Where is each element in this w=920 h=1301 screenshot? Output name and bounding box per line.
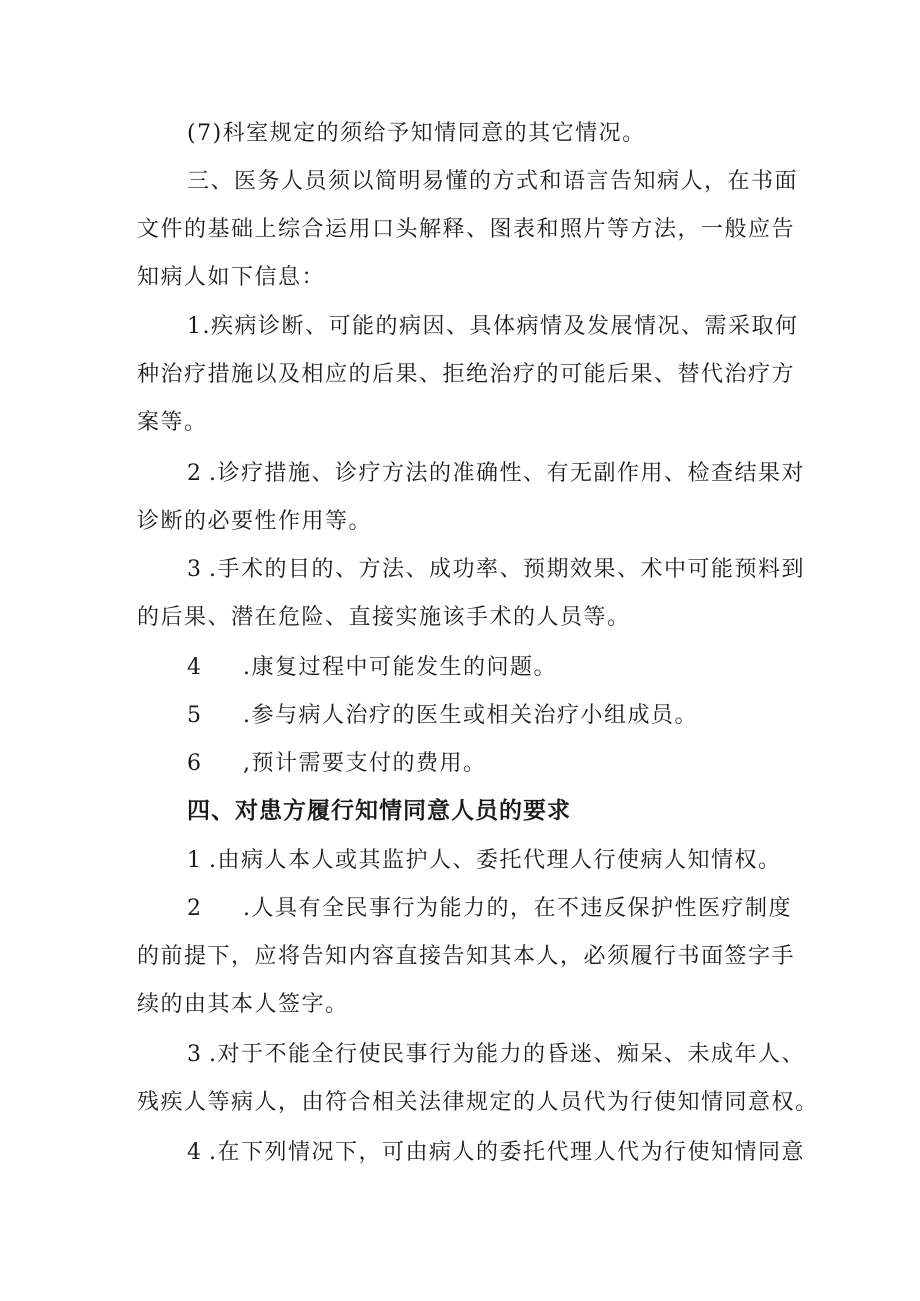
paragraph-line: [137, 990, 349, 1020]
list-number: 2: [187, 896, 203, 921]
paragraph-line: [137, 263, 325, 293]
paragraph-line: [137, 507, 372, 537]
paragraph-line: [137, 215, 795, 245]
list-item-line: [187, 894, 792, 924]
list-number: 5: [187, 703, 203, 728]
line-text: .参与病人治疗的医生或相关治疗小组成员。: [243, 703, 698, 728]
line-text: .由病人本人或其监护人、委托代理人行使病人知情权。: [209, 848, 782, 873]
list-number: 1: [187, 848, 203, 873]
line-text: ,预计需要支付的费用。: [243, 751, 487, 776]
line-text: 诊断的必要性作用等。: [137, 509, 373, 534]
line-text: 残疾人等病人，由符合相关法律规定的人员代为行使知情同意权。: [137, 1090, 819, 1115]
list-item-line: [187, 312, 799, 342]
list-number: 3: [187, 1042, 203, 1067]
line-text: 三、医务人员须以简明易懂的方式和语言告知病人，在书面: [187, 169, 799, 194]
section-heading: [187, 796, 571, 826]
list-item-line: [187, 653, 557, 683]
list-number: 6: [187, 751, 203, 776]
list-number: 3: [187, 557, 203, 582]
list-item-line: [187, 1040, 805, 1070]
line-text: 案等。: [137, 410, 208, 435]
list-item-line: [187, 555, 805, 585]
list-item-line: [187, 1138, 805, 1168]
heading-text: 四、对患方履行知情同意人员的要求: [187, 798, 571, 824]
line-text: .对于不能全行使民事行为能力的昏迷、痴呆、未成年人、: [209, 1042, 805, 1067]
paragraph-line: [187, 119, 646, 149]
line-text: 文件的基础上综合运用口头解释、图表和照片等方法，一般应告: [137, 217, 796, 242]
list-item-line: [187, 846, 782, 876]
line-text: (7)科室规定的须给予知情同意的其它情况。: [187, 121, 646, 146]
paragraph-line: [137, 408, 208, 438]
paragraph-line: [137, 942, 795, 972]
list-number: 2: [187, 461, 203, 486]
paragraph-line: [137, 360, 795, 390]
paragraph-line: [137, 603, 631, 633]
line-text: .手术的目的、方法、成功率、预期效果、术中可能预料到: [209, 557, 805, 582]
list-item-line: [187, 701, 698, 731]
line-text: .诊疗措施、诊疗方法的准确性、有无副作用、检查结果对: [209, 461, 805, 486]
paragraph-line: [137, 1088, 819, 1118]
section-three-line: [187, 167, 798, 197]
list-number: 4: [187, 655, 203, 680]
list-number: 4: [187, 1140, 203, 1165]
line-text: 的后果、潜在危险、直接实施该手术的人员等。: [137, 605, 631, 630]
list-item-line: [187, 459, 805, 489]
line-text: 的前提下，应将告知内容直接告知其本人，必须履行书面签字手: [137, 944, 796, 969]
line-text: 种治疗措施以及相应的后果、拒绝治疗的可能后果、替代治疗方: [137, 362, 796, 387]
line-text: 知病人如下信息：: [137, 265, 326, 290]
line-text: 1.疾病诊断、可能的病因、具体病情及发展情况、需采取何: [187, 314, 799, 339]
line-text: .康复过程中可能发生的问题。: [243, 655, 557, 680]
line-text: .人具有全民事行为能力的，在不违反保护性医疗制度: [243, 896, 792, 921]
line-text: .在下列情况下，可由病人的委托代理人代为行使知情同意: [209, 1140, 805, 1165]
list-item-line: [187, 749, 487, 779]
line-text: 续的由其本人签字。: [137, 992, 349, 1017]
